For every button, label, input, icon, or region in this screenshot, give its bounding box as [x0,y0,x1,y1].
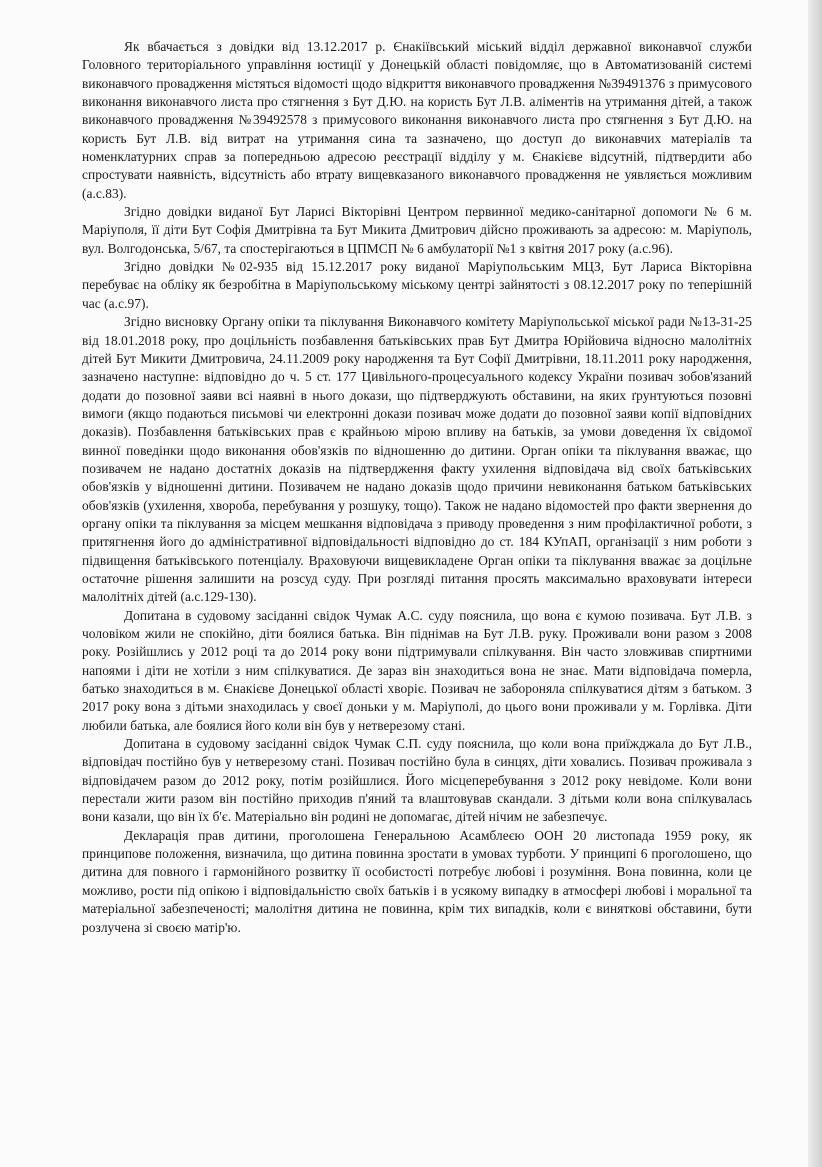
paragraph-witness-chumak-as: Допитана в судовому засіданні свідок Чумак А.С. суду пояснила, що вона є кумою позивача. Бут Л.В. з чоловіком жили не спокійно, діти боялися батька. Він піднімав на Бут Л.В. руку. Проживали вони разом з 2008 року. Розійшлись у 2012 році та до 2014 року вони підтримували спілкування. Він часто зловживав спиртними напоями і діти не хотіли з ним спілкуватися. Де зараз він знаходиться вона не знає. Мати відповідача померла, батько знаходиться в м. Єнакієве Донецької області хворіє. Позивач не забороняла спілкуватися дітям з батьком. З 2017 року вона з дітьми знаходилась у своєї доньки у м. Маріуполі, до цього вони проживали у м. Горлівка. Діти любили батька, але боялися його коли він був у нетверезому стані. [82,607,752,733]
paragraph-guardianship-conclusion: Згідно висновку Органу опіки та піклування Виконавчого комітету Маріупольської міської ради №13-31-25 від 18.01.2018 року, про доцільність позбавлення батьківських прав Бут Дмитра Юрійовича відносно малолітніх дітей Бут Микити Дмитровича, 24.11.2009 року народження та Бут Софії Дмитрівни, 18.11.2011 року народження, зазначено наступне: відповідно до ч. 5 ст. 177 Цивільного-процесуального кодексу України позивач зобов'язаний додати до позовної заяви всі наявні в нього докази, що підтверджують обставини, на яких ґрунтуються позовні вимоги (якщо подаються письмові чи електронні докази позивач може додати до позовної заяви копії відповідних доказів). Позбавлення батьківських прав є крайньою мірою впливу на батьків, за умови доведення їх свідомої винної поведінки щодо виконання обов'язків по відношенню до дитини. Орган опіки та піклування вважає, що позивачем не надано достатніх доказів на підтвердження факту ухилення відповідача від своїх батьківських обов'язків у відношенні дитини. Позивачем не надано доказів щодо причини невиконання батьком батьківських обов'язків (ухилення, хвороба, перебування у розшуку, тощо). Також не надано відомостей про факти звернення до органу опіки та піклування за місцем мешкання відповідача з приводу проведення з ним профілактичної роботи, з притягнення його до адміністративної відповідальності відповідно до ст. 184 КУпАП, організації з ним роботи з підвищення батьківського потенціалу. Враховуючи вищевикладене Орган опіки та піклування вважає за доцільне остаточне рішення залишити на розсуд суду. При розгляді питання просять максимально враховувати інтереси малолітніх дітей (а.с.129-130). [82,314,752,605]
paragraph-child-rights-declaration: Декларація прав дитини, проголошена Генеральною Асамблеєю ООН 20 листопада 1959 року, як принципове положення, визначила, що дитина повинна зростати в умовах турботи. У принципі 6 проголошено, що дитина для повного і гармонійного розвитку її особистості потребує любові і розуміння. Вона повинна, коли це можливо, рости під опікою і відповідальністю своїх батьків і в усякому випадку в атмосфері любові і моральної та матеріальної забезпеченості; малолітня дитина не повинна, крім тих випадків, коли є виняткові обставини, бути розлучена зі своєю матір'ю. [82,827,752,935]
paragraph-witness-chumak-sp: Допитана в судовому засіданні свідок Чумак С.П. суду пояснила, що коли вона приїжджала до Бут Л.В., відповідач постійно був у нетверезому стані. Позивач постійно була в синцях, діти ховались. Позивач проживала з відповідачем разом до 2012 року, потім розійшлися. Його місцеперебування з 2012 року невідоме. Коли вони перестали жити разом він постійно приходив п'яний та влаштовував скандали. З дітьми коли вона спілкувалась вони казали, що він їх б'є. Матеріально він родині не допомагає, дітей нічим не забезпечує. [82,736,752,825]
document-body [82,38,752,937]
paragraph-medical-certificate: Згідно довідки виданої Бут Ларисі Вікторівні Центром первинної медико-санітарної допомоги № 6 м. Маріуполя, її діти Бут Софія Дмитрівна та Бут Микита Дмитрович дійсно проживають за адресою: м. Маріуполь, вул. Волгодонська, 5/67, та спостерігаються в ЦПМСП № 6 амбулаторії №1 з квітня 2017 року (а.с.96). [82,204,752,256]
paragraph-enforcement-reference: Як вбачається з довідки від 13.12.2017 р. Єнакіївський міський відділ державної виконавчої служби Головного територіального управління юстиції у Донецькій області повідомляє, що в Автоматизованій системі виконавчого провадження містяться відомості щодо відкриття виконавчого провадження №39491376 з примусового виконання виконавчого листа про стягнення з Бут Д.Ю. на користь Бут Л.В. аліментів на утримання дітей, а також виконавчого провадження №39492578 з примусового виконання виконавчого листа про стягнення з Бут Д.Ю. на користь Бут Л.В. від витрат на утримання сина та зазначено, що доступ до виконавчих матеріалів та номенклатурних справ за попередньою адресою реєстрації відділу у м. Єнакієве відсутній, підтвердити або спростувати наявність, відсутність або втрату вищевказаного виконавчого провадження не уявляється можливим (а.с.83). [82,39,752,201]
page-edge [808,0,822,1167]
paragraph-employment-certificate: Згідно довідки №02-935 від 15.12.2017 року виданої Маріупольським МЦЗ, Бут Лариса Вікторівна перебуває на обліку як безробітна в Маріупольському міському центрі зайнятості з 08.12.2017 року по теперішній час (а.с.97). [82,259,752,311]
